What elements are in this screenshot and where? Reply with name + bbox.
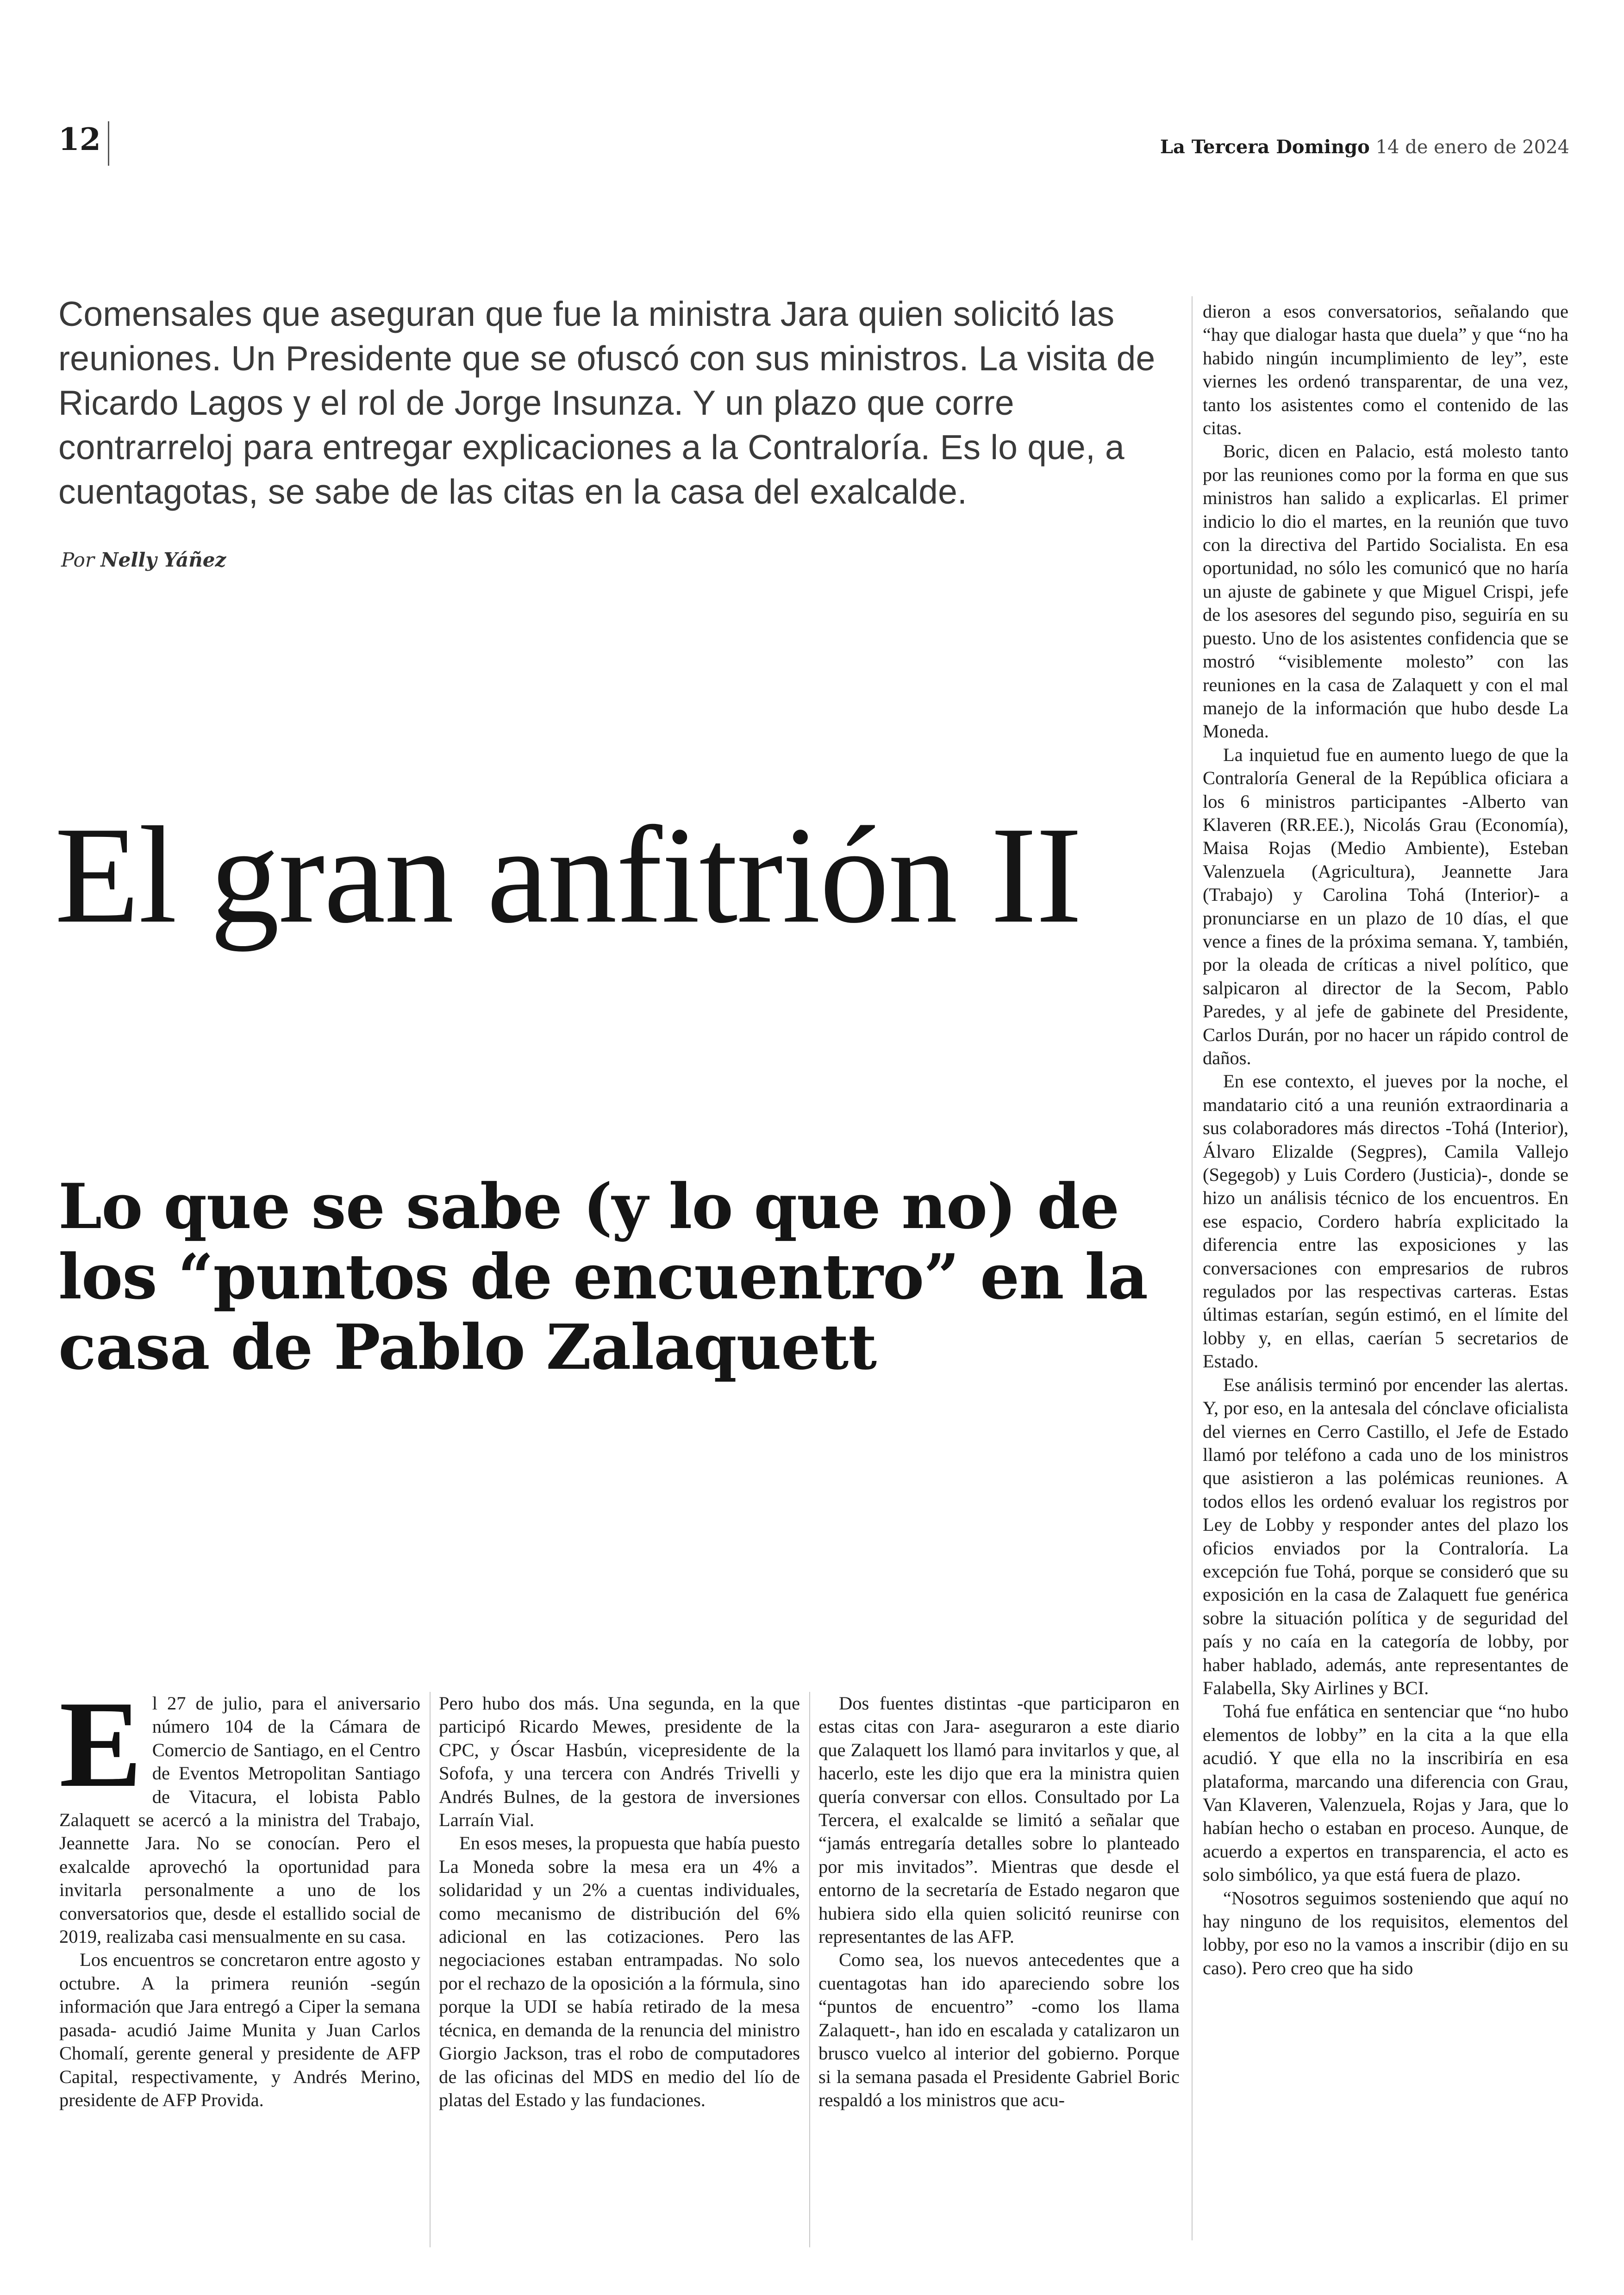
paragraph: Tohá fue enfática en sentenciar que “no hubo elementos de lobby” en la cita a la que ella acudió. Y que ella no la inscribiría en esa plataforma, marcando una diferencia con Grau, Van Klaveren, Valenzuela, Rojas y Jara, que lo habían hecho o estaban en proceso. Aunque, de acuerdo a expertos en transparencia, el acto es solo simbólico, ya que está fuera de plazo. bbox=[1203, 1701, 1568, 1885]
paragraph bbox=[59, 1675, 420, 1948]
body-column-3 bbox=[818, 1692, 1180, 2112]
byline-prefix: Por bbox=[61, 549, 94, 571]
body-column-2 bbox=[439, 1692, 800, 2112]
article-deck: Comensales que aseguran que fue la ministra Jara quien solicitó las reuniones. Un Presidente que se ofuscó con sus ministros. La visita de Ricardo Lagos y el rol de Jorge Insunza. Y un plazo que corre contrarreloj para entregar explicaciones a la Contraloría. Es lo que, a cuentagotas, se sabe de las citas en la casa del exalcalde. bbox=[58, 294, 1156, 511]
column-rule bbox=[1192, 296, 1193, 2240]
paragraph: Los encuentros se concretaron entre agosto y octubre. A la primera reunión -según información que Jara entregó a Ciper la semana pasada- acudió Jaime Munita y Juan Carlos Chomalí, gerente general y presidente de AFP Capital, respectivamente, y Andrés Merino, presidente de AFP Provida. bbox=[59, 1949, 420, 2110]
paragraph: En esos meses, la propuesta que había puesto La Moneda sobre la mesa era un 4% a solidaridad y un 2% a cuentas individuales, como mecanismo de distribución del 6% adicional en las cotizaciones. Pero las negociaciones estaban entrampadas. No solo por el rechazo de la oposición a la fórmula, sino porque la UDI se había retirado de la mesa técnica, en demanda de la renuncia del ministro Giorgio Jackson, tras el robo de computadores de las oficinas del MDS en medio del lío de platas del Estado y las fundaciones. bbox=[439, 1833, 800, 2110]
running-head bbox=[1160, 138, 1569, 156]
paragraph: Dos fuentes distintas -que participaron en estas citas con Jara- aseguraron a este diario que Zalaquett los llamó para invitarlos y que, al hacerlo, este les dijo que era la ministra quien quería conversar con ellos. Consultado por La Tercera, el exalcalde se limitó a señalar que “jamás entregaría detalles sobre lo planteado por mis invitados”. Mientras que desde el entorno de la secretaría de Estado negaron que hubiera sido ella quien solicitó reunirse con representantes de las AFP. bbox=[818, 1693, 1180, 1947]
byline bbox=[61, 549, 226, 571]
paragraph: Ese análisis terminó por encender las alertas. Y, por eso, en la antesala del cónclave oficialista del viernes en Cerro Castillo, el Jefe de Estado llamó por teléfono a cada uno de los ministros que asistieron a las polémicas reuniones. A todos ellos les ordenó evaluar los registros por Ley de Lobby y responder antes del plazo los oficios enviados por la Contraloría. La excepción fue Tohá, porque se consideró que su exposición en la casa de Zalaquett fue genérica sobre la situación política y de seguridad del país y no caía en la categoría de lobby, por haber hablado, además, ante representantes de Falabella, Sky Airlines y BCI. bbox=[1203, 1374, 1568, 1698]
paragraph: En ese contexto, el jueves por la noche, el mandatario citó a una reunión extraordinaria a sus colaboradores más directos -Tohá (Interior), Álvaro Elizalde (Segpres), Camila Vallejo (Segegob) y Luis Cordero (Justicia)-, donde se hizo un análisis técnico de los encuentros. En ese espacio, Cordero habría explicitado la diferencia entre las exposiciones y las conversaciones con empresarios de rubros regulados por las respectivas carteras. Estas últimas estarían, según estimó, en el límite del lobby y, en ellas, caerían 5 secretarios de Estado. bbox=[1203, 1071, 1568, 1372]
article-headline: El gran anfitrión II bbox=[55, 798, 1081, 952]
byline-author: Nelly Yáñez bbox=[100, 549, 226, 571]
publication-name: La Tercera Domingo bbox=[1160, 136, 1370, 158]
column-rule bbox=[430, 1692, 431, 2247]
paragraph: Pero hubo dos más. Una segunda, en la que participó Ricardo Mewes, presidente de la CPC, y Óscar Hasbún, vicepresidente de la Sofofa, y una tercera con Andrés Trivelli y Andrés Bulnes, de la gestora de inversiones Larraín Vial. bbox=[439, 1693, 800, 1831]
column-rule bbox=[809, 1692, 810, 2247]
drop-cap: E bbox=[59, 1675, 142, 1813]
body-column-4 bbox=[1203, 300, 1568, 1980]
paragraph-text: l 27 de julio, para el aniversario número 104 de la Cámara de Comercio de Santiago, en el Centro de Eventos Metropolitan Santiago de Vitacura, el lobista Pablo Zalaquett se acercó a la ministra del Trabajo, Jeannette Jara. No se conocían. Pero el exalcalde aprovechó la oportunidad para invitarla personalmente a uno de los conversatorios que, desde el estallido social de 2019, realizaba casi mensualmente en su casa. bbox=[59, 1693, 420, 1947]
paragraph: “Nosotros seguimos sosteniendo que aquí no hay ninguno de los requisitos, elementos del lobby, por eso no la vamos a inscribir (dijo en su caso). Pero creo que ha sido bbox=[1203, 1887, 1568, 1978]
paragraph: Boric, dicen en Palacio, está molesto tanto por las reuniones como por la forma en que sus ministros han salido a explicarlas. El primer indicio lo dio el martes, en la reunión que tuvo con la directiva del Partido Socialista. En esa oportunidad, no sólo les comunicó que no haría un ajuste de gabinete y que Miguel Crispi, jefe de los asesores del segundo piso, seguiría en su puesto. Uno de los asistentes confidencia que se mostró “visiblemente molesto” con las reuniones en la casa de Zalaquett y con el mal manejo de la información que hubo desde La Moneda. bbox=[1203, 441, 1568, 742]
paragraph: Como sea, los nuevos antecedentes que a cuentagotas han ido apareciendo sobre los “puntos de encuentro” -como los llama Zalaquett-, han ido en escalada y catalizaron un brusco vuelco al interior del gobierno. Porque si la semana pasada el Presidente Gabriel Boric respaldó a los ministros que acu- bbox=[818, 1949, 1180, 2110]
body-column-1 bbox=[59, 1675, 420, 2112]
issue-date: 14 de enero de 2024 bbox=[1375, 137, 1569, 158]
page-number: 12 bbox=[58, 121, 101, 157]
paragraph: La inquietud fue en aumento luego de que la Contraloría General de la República oficiara a los 6 ministros participantes -Alberto van Klaveren (RR.EE.), Nicolás Grau (Economía), Maisa Rojas (Medio Ambiente), Esteban Valenzuela (Agricultura), Jeannette Jara (Trabajo) y Carolina Tohá (Interior)- a pronunciarse en un plazo de 10 días, el que vence a fines de la próxima semana. Y, también, por la oleada de críticas a nivel político, que salpicaron al director de la Secom, Pablo Paredes, y al jefe de gabinete del Presidente, Carlos Durán, por no hacer un rápido control de daños. bbox=[1203, 744, 1568, 1068]
article-subhead: Lo que se sabe (y lo que no) de los “puntos de encuentro” en la casa de Pablo Zalaquett bbox=[58, 1170, 1148, 1384]
header-divider bbox=[108, 121, 109, 166]
paragraph: dieron a esos conversatorios, señalando que “hay que dialogar hasta que duela” y que “no ha habido ningún incumplimiento de ley”, este viernes les ordenó transparentar, de una vez, tanto los asistentes como el contenido de las citas. bbox=[1203, 301, 1568, 439]
